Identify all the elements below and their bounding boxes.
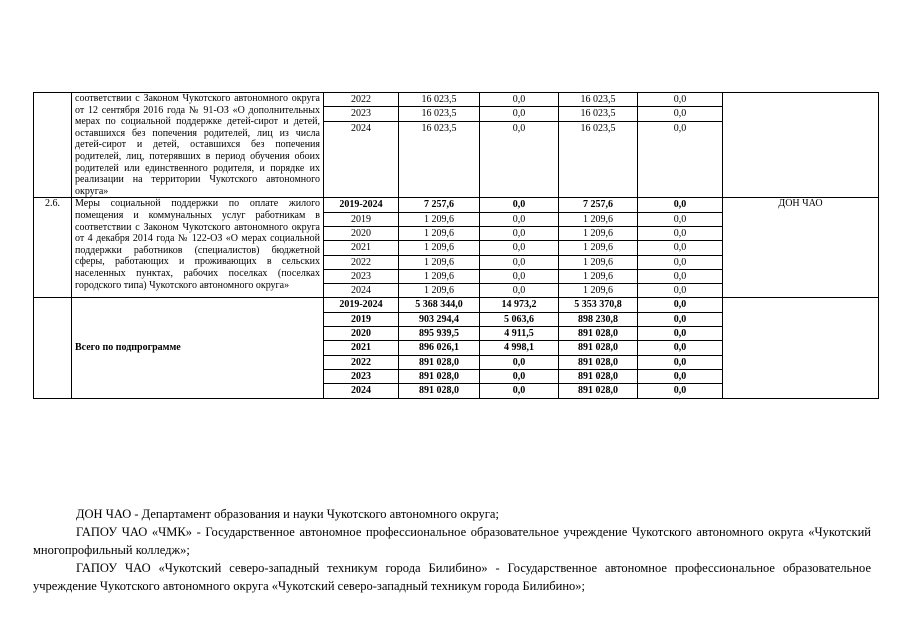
row-number <box>34 298 72 398</box>
total-value: 7 257,6 <box>399 198 479 212</box>
federal-budget-value: 0,0 <box>480 93 558 107</box>
regional-budget-cell <box>559 298 638 398</box>
year-value: 2023 <box>324 370 398 384</box>
federal-budget-value: 0,0 <box>480 107 558 121</box>
note-gapou-chmk: ГАПОУ ЧАО «ЧМК» - Государственное автономное профессиональное образовательное учреждение Чукотского автономного округа «Чукотский многопрофильный колледж»; <box>33 525 871 557</box>
federal-budget-value: 0,0 <box>480 356 558 370</box>
other-sources-cell <box>638 198 723 298</box>
regional-budget-value: 1 209,6 <box>559 241 637 255</box>
other-sources-value: 0,0 <box>638 370 722 384</box>
table-row <box>34 93 879 198</box>
year-value: 2023 <box>324 270 398 284</box>
other-sources-value: 0,0 <box>673 122 687 134</box>
total-cell <box>399 198 480 298</box>
total-value: 1 209,6 <box>424 285 454 297</box>
year-value: 2024 <box>351 285 371 297</box>
other-sources-value: 0,0 <box>638 227 722 241</box>
total-value: 896 026,1 <box>399 341 479 355</box>
executor-cell: ДОН ЧАО <box>723 198 879 298</box>
other-sources-value: 0,0 <box>638 256 722 270</box>
year-cell <box>324 298 399 398</box>
federal-budget-value: 0,0 <box>512 122 526 134</box>
row-number: 2.6. <box>34 198 72 298</box>
total-value: 891 028,0 <box>419 385 459 397</box>
row-number <box>34 93 72 198</box>
year-value: 2019 <box>324 213 398 227</box>
regional-budget-value: 7 257,6 <box>559 198 637 212</box>
note-don-chao: ДОН ЧАО - Департамент образования и науки Чукотского автономного округа; <box>76 507 499 521</box>
note-gapou-bilibino: ГАПОУ ЧАО «Чукотский северо-западный техникум города Билибино» - Государственное автономное профессиональное образовательное учреждение Чукотского автономного округа «Чукотский северо-западный техникум города Билибино»; <box>33 561 871 593</box>
table-body <box>34 93 879 399</box>
federal-budget-value: 0,0 <box>512 285 526 297</box>
federal-budget-value: 5 063,6 <box>480 313 558 327</box>
other-sources-value: 0,0 <box>638 313 722 327</box>
federal-budget-value: 0,0 <box>480 227 558 241</box>
measure-description: Меры социальной поддержки по оплате жилого помещения и коммунальных услуг работникам в соответствии с Законом Чукотского автономного округа от 4 декабря 2014 года № 122-ОЗ «О мерах социальной поддержки работников (специалистов) бюджетной сферы, работающих и проживающих в сельских населенных пунктах, рабочих поселках (поселках городского типа) Чукотского автономного округа» <box>72 198 324 298</box>
regional-budget-value: 16 023,5 <box>559 93 637 107</box>
year-value: 2021 <box>324 341 398 355</box>
regional-budget-value: 891 028,0 <box>578 385 618 397</box>
other-sources-value: 0,0 <box>638 213 722 227</box>
year-value: 2020 <box>324 327 398 341</box>
other-sources-value: 0,0 <box>638 93 722 107</box>
other-sources-value: 0,0 <box>638 356 722 370</box>
year-value: 2022 <box>324 93 398 107</box>
subprogram-total-label: Всего по подпрограмме <box>72 298 324 398</box>
executor-cell <box>723 93 879 198</box>
year-cell <box>324 198 399 298</box>
federal-budget-value: 0,0 <box>480 270 558 284</box>
total-value: 5 368 344,0 <box>399 298 479 312</box>
total-cell <box>399 93 480 198</box>
year-value: 2019 <box>324 313 398 327</box>
year-value: 2024 <box>351 122 371 134</box>
total-cell <box>399 298 480 398</box>
year-value: 2022 <box>324 256 398 270</box>
other-sources-value: 0,0 <box>638 107 722 121</box>
other-sources-value: 0,0 <box>638 198 722 212</box>
total-value: 1 209,6 <box>399 270 479 284</box>
total-value: 1 209,6 <box>399 241 479 255</box>
year-value: 2019-2024 <box>324 298 398 312</box>
total-value: 903 294,4 <box>399 313 479 327</box>
year-value: 2022 <box>324 356 398 370</box>
regional-budget-cell <box>559 198 638 298</box>
regional-budget-value: 16 023,5 <box>559 107 637 121</box>
regional-budget-value: 1 209,6 <box>559 270 637 284</box>
regional-budget-value: 1 209,6 <box>559 227 637 241</box>
other-sources-cell <box>638 93 723 198</box>
other-sources-value: 0,0 <box>673 285 687 297</box>
program-table <box>33 92 879 399</box>
year-value: 2023 <box>324 107 398 121</box>
regional-budget-value: 891 028,0 <box>559 327 637 341</box>
federal-budget-value: 0,0 <box>480 241 558 255</box>
federal-budget-value: 4 998,1 <box>480 341 558 355</box>
year-value: 2020 <box>324 227 398 241</box>
regional-budget-cell <box>559 93 638 198</box>
federal-budget-value: 0,0 <box>480 213 558 227</box>
total-value: 16 023,5 <box>399 107 479 121</box>
total-value: 1 209,6 <box>399 227 479 241</box>
regional-budget-value: 891 028,0 <box>559 356 637 370</box>
federal-budget-value: 0,0 <box>480 370 558 384</box>
regional-budget-value: 5 353 370,8 <box>559 298 637 312</box>
regional-budget-value: 1 209,6 <box>559 256 637 270</box>
measure-description: соответствии с Законом Чукотского автономного округа от 12 сентября 2016 года № 91-ОЗ «О дополнительных мерах по социальной поддержке детей-сирот и детей, оставшихся без попечения родителей, лиц из числа детей-сирот и детей, оставшихся без попечения родителей, лиц, потерявших в период обучения обоих родителей или единственного родителя, и порядке их реализации на территории Чукотского автономного округа» <box>72 93 324 198</box>
federal-budget-cell <box>480 93 559 198</box>
year-value: 2021 <box>324 241 398 255</box>
federal-budget-cell <box>480 298 559 398</box>
year-value: 2019-2024 <box>324 198 398 212</box>
federal-budget-value: 14 973,2 <box>480 298 558 312</box>
executor-cell <box>723 298 879 398</box>
regional-budget-value: 891 028,0 <box>559 370 637 384</box>
federal-budget-value: 4 911,5 <box>480 327 558 341</box>
total-value: 891 028,0 <box>399 370 479 384</box>
other-sources-value: 0,0 <box>638 241 722 255</box>
regional-budget-value: 16 023,5 <box>580 122 616 134</box>
other-sources-value: 0,0 <box>673 385 687 397</box>
total-value: 16 023,5 <box>399 93 479 107</box>
year-cell <box>324 93 399 198</box>
other-sources-value: 0,0 <box>638 341 722 355</box>
year-value: 2024 <box>351 385 371 397</box>
regional-budget-value: 891 028,0 <box>559 341 637 355</box>
other-sources-value: 0,0 <box>638 327 722 341</box>
table-row <box>34 298 879 398</box>
other-sources-value: 0,0 <box>638 298 722 312</box>
federal-budget-value: 0,0 <box>512 385 526 397</box>
federal-budget-value: 0,0 <box>480 198 558 212</box>
total-value: 16 023,5 <box>421 122 457 134</box>
federal-budget-value: 0,0 <box>480 256 558 270</box>
total-value: 1 209,6 <box>399 213 479 227</box>
abbreviation-notes <box>33 505 871 595</box>
total-value: 895 939,5 <box>399 327 479 341</box>
total-value: 1 209,6 <box>399 256 479 270</box>
regional-budget-value: 1 209,6 <box>583 285 613 297</box>
total-value: 891 028,0 <box>399 356 479 370</box>
other-sources-cell <box>638 298 723 398</box>
other-sources-value: 0,0 <box>638 270 722 284</box>
table-row <box>34 198 879 298</box>
regional-budget-value: 898 230,8 <box>559 313 637 327</box>
regional-budget-value: 1 209,6 <box>559 213 637 227</box>
federal-budget-cell <box>480 198 559 298</box>
